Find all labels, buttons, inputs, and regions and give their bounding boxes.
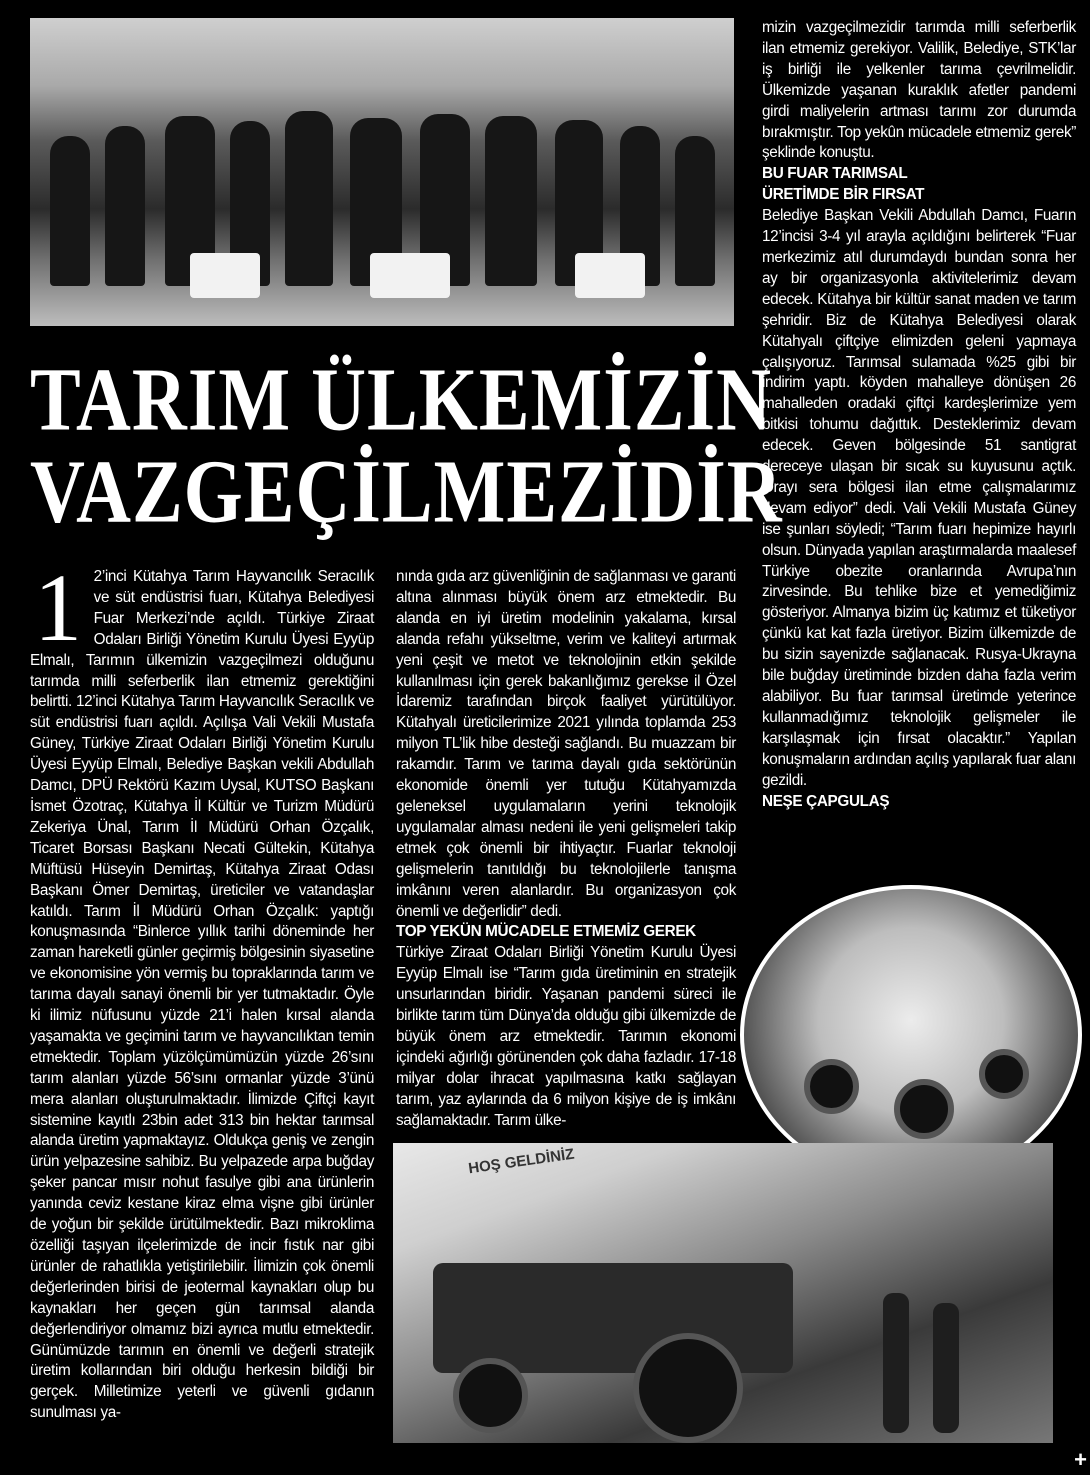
subhead-fuar-line-2: ÜRETİMDE BİR FIRSAT: [762, 186, 925, 204]
table-right: [575, 253, 645, 298]
person-silhouette: [883, 1293, 909, 1433]
article-column-1: [30, 554, 374, 1424]
article-paragraph: 2’inci Kütahya Tarım Hayvancılık Seracılık ve süt endüstrisi fuarı, Kütahya Belediyesi Fuar Merkezi’nde açıldı. Türkiye Ziraat Odaları Birliği Yönetim Kurulu Üyesi Eyyüp Elmalı, Tarımın ülkemizin vazgeçilmezi olduğunu tarımda milli seferberlik ilan etmemiz gerektiğini belirtti. 12’inci Kütahya Tarım Hayvancılık Seracılık ve süt endüstrisi fuarı açıldı. Açılışa Vali Vekili Mustafa Güney, Türkiye Ziraat Odaları Birliği Yönetim Kurulu Üyesi Eyyüp Elmalı, Belediye Başkan vekili Abdullah Damcı, DPÜ Rektörü Kazım Uysal, KUTSO Başkanı İsmet Özotraç, Kütahya İl Kültür ve Turizm Müdürü Zekeriya Ünal, Tarım İl Müdürü Orhan Özçalık, Ticaret Borsası Başkanı Necati Gültekin, Kütahya Müftüsü Hüseyin Demirtaş, Kütahya Ziraat Odası Başkanı Ömer Demirtaş, üreticiler ve vatandaşlar katıldı. Tarım İl Müdürü Orhan Özçalık: yaptığı konuşmasında “Binlerce yıllık tarihi döneminde her zaman hareketli günler geçirmiş bölgesinin siyasetine ve ekonomisine yön vermiş bu topraklarında tarım ve tarıma dayalı sanayi önemli bir yer tutmaktadır. Öyle ki ilimiz nüfusunu yüzde 21’i halen kırsal alanda yaşamakta ve geçimini tarım ve hayvancılıktan temin etmektedir. Toplam yüzölçümümüzün yüzde 26’sını tarım alanları yüzde 56’sını ormanlar yüzde 3’ünü mera alanları oluşturulmaktadır. İlimizde Çiftçi kayıt sistemine kayıtlı 23bin adet 313 bin hektar tarımsal alanda üretim yapmaktayız. Oldukça geniş ve zengin ürün yelpazesine sahibiz. Bu yelpazede arpa buğday şeker pancar mısır nohut fasulye gibi ana ürünlerin yanında ceviz kestane kiraz elma vişne gibi ürünler de yoğun bir şekilde ürütülmektedir. Bazı mikroklima özelliği taşıyan ilçelerimizde de incir fıstık nar gibi ürünler de rahatlıkla yetiştirilebilir. İlimizin çok önemli değerlerinden birisi de jeotermal kaynakları olup bu kaynakları her geçen gün tarımsal alanda değerlendiriyor olmamız bizi ayrıca mutlu etmektedir. Günümüzde tarımın en önemli ve değerli stratejik üretim kollarından biri olduğu herkesin bildiği bir gerçek. Milletimize yeterli ve güvenli gıdanın sunulması ya-: [30, 568, 374, 1422]
machine-wheel: [979, 1049, 1029, 1099]
table-middle: [370, 253, 450, 298]
subhead-top-yekun: TOP YEKÜN MÜCADELE ETMEMİZ GEREK: [396, 923, 696, 941]
person-silhouette: [933, 1303, 959, 1433]
tractor-wheel: [633, 1333, 743, 1443]
tractor-wheel: [453, 1358, 528, 1433]
article-paragraph: mizin vazgeçilmezidir tarımda milli seferberlik ilan etmemiz gerekiyor. Valilik, Belediye, STK’lar iş birliği ile yelkenler tarıma çevrilmelidir. Ülkemizde yaşanan kuraklık afetler pandemi girdi maliyelerin artması tarımı zor durumda bırakmıştır. Top yekûn mücadele etmemiz gerek” şeklinde konuştu.: [762, 19, 1076, 162]
article-paragraph: Türkiye Ziraat Odaları Birliği Yönetim Kurulu Üyesi Eyyüp Elmalı ise “Tarım gıda üretiminin en stratejik unsurlarından biridir. Yaşanan pandemi süreci ile birlikte tarım tüm Dünya’da olduğu gibi ülkemizde de büyük önem arz etmektedir. Tarımın ekonomi içindeki ağırlığı görünenden çok daha fazladır. 17-18 milyar dolar ihracat yapılmasına katkı sağlayan tarım, yaz aylarında da 6 milyon kişiye de iş imkânı sağlamaktadır. Tarım ülke-: [396, 944, 736, 1129]
machine-wheel: [894, 1079, 954, 1139]
fair-machinery-photo: [740, 885, 1082, 1185]
author-byline: NEŞE ÇAPGULAŞ: [762, 792, 890, 810]
ceremony-group-photo: [30, 18, 734, 326]
tractor-body: [433, 1263, 793, 1373]
subhead-fuar-line-1: BU FUAR TARIMSAL: [762, 165, 908, 183]
headline-line-2: VAZGEÇİLMEZİDİR: [30, 442, 783, 542]
table-left: [190, 253, 260, 298]
machine-wheel: [804, 1059, 859, 1114]
article-column-3: [762, 18, 1076, 812]
corner-mark: +: [1074, 1447, 1087, 1472]
dropcap: 1: [34, 554, 82, 661]
welcome-sign: HOŞ GELDİNİZ: [467, 1145, 576, 1178]
article-paragraph: Belediye Başkan Vekili Abdullah Damcı, Fuarın 12’incisi 3-4 yıl arayla açıldığını belirterek “Fuar merkezimiz atıl durumdaydı bundan sonra her ay bir organizasyonla aktivitelerimiz devam edecek. Kütahya bir kültür sanat maden ve tarım şehridir. Biz de Kütahya Belediyesi olarak Kütahyalı çiftçiye elimizden geleni yapmaya çalışıyoruz. Tarımsal sulamada %25 gibi bir indirim yaptı. köyden mahalleye dönüşen 26 mahalleden oradaki çiftçi kardeşlerimize yem bitkisi tohumu dağıttık. Desteklerimiz devam edecek. Geven bölgesinde 51 santigrat dereceye ulaşan bir sıcak su kuyusunu açtık. Orayı sera bölgesi ilan etme çalışmalarımız devam ediyor” dedi. Vali Vekili Mustafa Güney ise şunları söyledi; “Tarım fuarı hepimize hayırlı olsun. Dünyada yapılan araştırmalarda maalesef Türkiye obezite oranlarında Avrupa’nın zirvesinde. Bu tehlike bize et yemediğimiz gösteriyor. Almanya bizim üç katımız et tüketiyor çünkü kat kat fazla üretiyor. Bizim ülkemizde de bu sizin sayenizde sağlanacak. Rusya-Ukrayna bile buğday üretiminde bizden daha fazla verim alabiliyor. Bu fuar tarımsal üretimde yeterince kullanmadığımız teknolojik gelişmeler ile karşılaşmak için fırsat olacaktır.” Yapılan konuşmaların ardından açılış yapılarak fuar alanı gezildi.: [762, 207, 1076, 789]
article-column-2: [396, 567, 736, 1131]
article-paragraph: nında gıda arz güvenliğinin de sağlanması ve garanti altına alınması büyük önem arz etmektedir. Bu alanda en iyi üretim modelinin yakalama, kırsal alanda refahı yükseltme, verim ve kaliteyi artırmak yeni çeşit ve metot ve teknolojinin etkin şekilde kullanılması için gerek bakanlığımız gerekse il Özel İdaremiz tarafından birçok faaliyet yürütülüyor. Kütahyalı üreticilerimize 2021 yılında toplamda 253 milyon TL’lik hibe desteği sağlandı. Bu muazzam bir rakamdır. Tarım ve tarıma dayalı gıda sektörünün ekonomide önemli yer tutuğu Kütahyamızda geleneksel uygulamaların yerini teknolojik uygulamalar alması nedeni ile yeni gelişmeleri takip etmek çok önemli bir ihtiyaçtır. Fuarlar teknoloji gelişmelerin tanıtıldığı bu teknolojilerle tanışma imkânını veren alanlardır. Bu organizasyon çok önemli ve değerlidir” dedi.: [396, 568, 736, 920]
headline-line-1: TARIM ÜLKEMİZİN: [30, 350, 772, 450]
tractors-photo: [393, 1143, 1053, 1443]
